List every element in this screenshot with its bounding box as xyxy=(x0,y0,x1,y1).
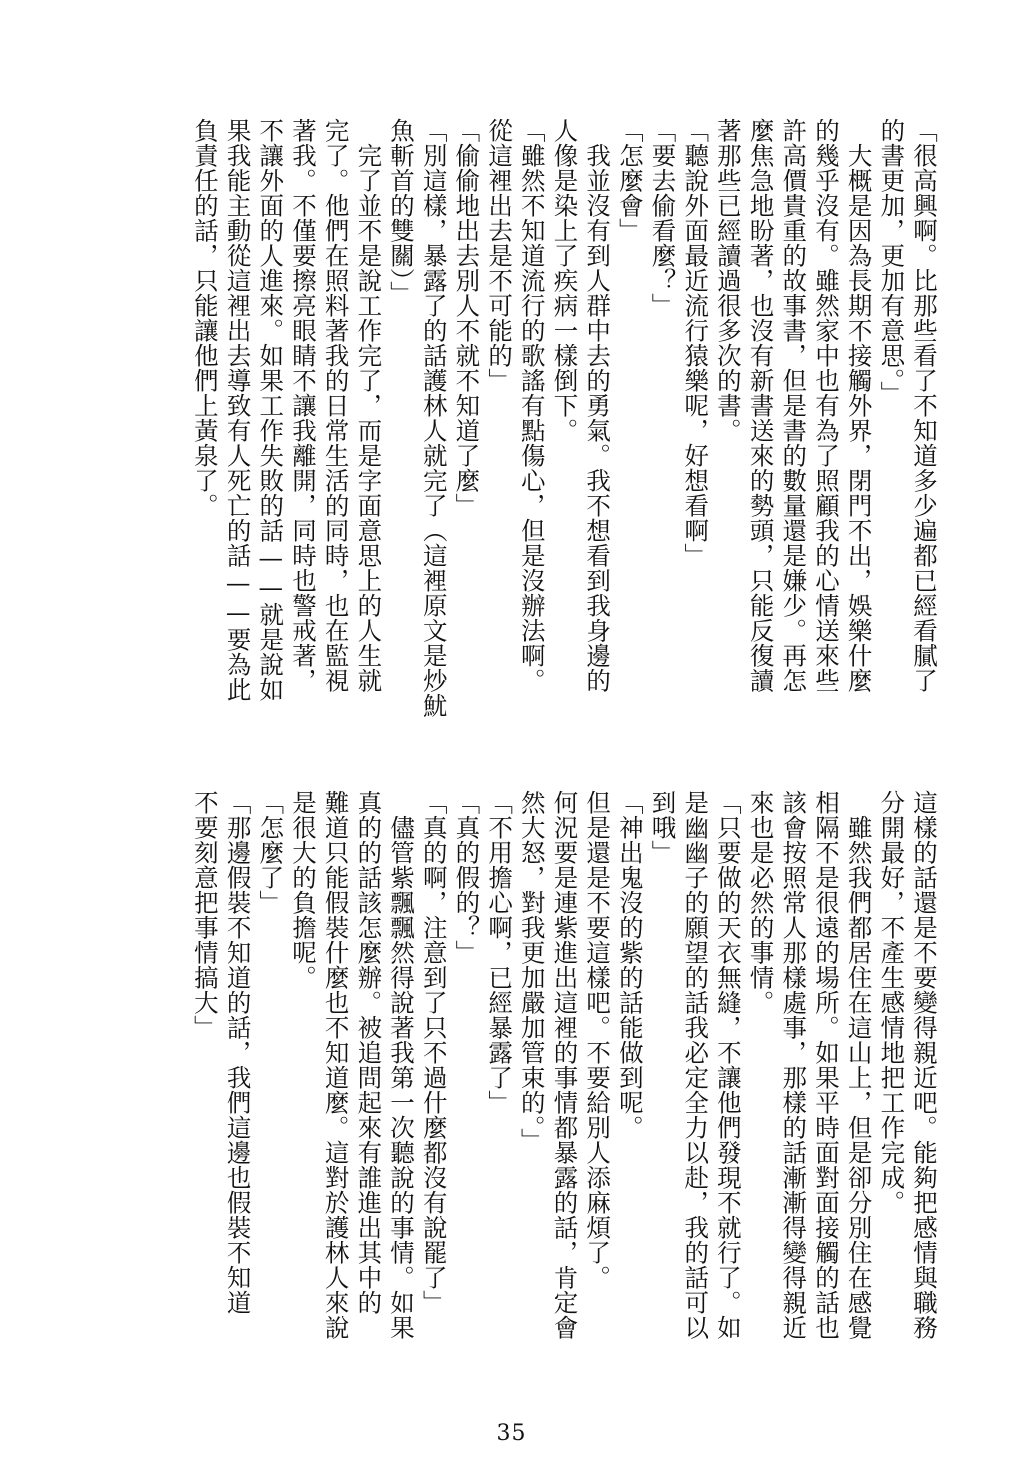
text-line: 從這裡出去是不可能的」 xyxy=(485,118,515,393)
text-line: 然大怒，對我更加嚴加管束的。」 xyxy=(517,790,547,1153)
text-line: 負責任的話，只能讓他們上黃泉了。 xyxy=(190,118,220,518)
text-line: 的幾乎沒有。雖然家中也有為了照顧我的心情送來些 xyxy=(811,118,841,693)
text-line: 該會按照常人那樣處事，那樣的話漸漸得變得親近 xyxy=(779,790,809,1340)
text-line: 何況要是連紫進出這裡的事情都暴露的話，肯定會 xyxy=(550,790,580,1340)
text-line: 這樣的話還是不要變得親近吧。能夠把感情與職務 xyxy=(910,790,939,1340)
text-line: 雖然我們都居住在這山上，但是卻分別住在感覺 xyxy=(844,815,874,1340)
text-line: 「怎麼了」 xyxy=(256,790,286,915)
text-line: 「真的假的？」 xyxy=(452,790,482,965)
text-line: 果我能主動從這裡出去導致有人死亡的話——要為此 xyxy=(223,118,253,702)
text-line: 「神出鬼沒的紫的話能做到呢。 xyxy=(615,790,645,1140)
text-line: 「偷偷地出去別人不就不知道了麼」 xyxy=(452,118,482,518)
text-line: 大概是因為長期不接觸外界，閉門不出，娛樂什麼 xyxy=(844,118,874,693)
text-line: 「不用擔心啊，已經暴露了」 xyxy=(485,790,515,1115)
text-line: 完了並不是說工作完了，而是字面意思上的人生就 xyxy=(354,118,384,693)
text-line: 完了。他們在照料著我的日常生活的同時，也在監視 xyxy=(321,118,351,693)
text-line: 「要去偷看麼？」 xyxy=(648,118,678,318)
text-line: 分開最好，不產生感情地把工作完成。 xyxy=(877,790,907,1215)
text-line: 來也是必然的事情。 xyxy=(746,790,776,1015)
text-line: 但是還是不要這樣吧。不要給別人添麻煩了。 xyxy=(583,790,613,1290)
text-line: 「聽說外面最近流行猿樂呢，好想看啊」 xyxy=(681,118,711,568)
text-line: 「雖然不知道流行的歌謠有點傷心，但是沒辦法啊。 xyxy=(517,118,547,693)
text-line: 魚斬首的雙關）」 xyxy=(387,118,416,306)
text-line: 許高價貴重的故事書，但是書的數量還是嫌少。再怎 xyxy=(779,118,809,693)
text-line: 的書更加，更加有意思。」 xyxy=(877,118,907,406)
text-line: 「很高興啊。比那些看了不知道多少遍都已經看膩了 xyxy=(910,118,939,693)
text-line: 人像是染上了疾病一樣倒下。 xyxy=(550,118,580,443)
page-number: 35 xyxy=(496,1421,527,1446)
text-line: 「別這樣，暴露了的話護林人就完了（這裡原文是炒魷 xyxy=(419,118,449,718)
text-line: 麼焦急地盼著，也沒有新書送來的勢頭，只能反復讀 xyxy=(746,118,776,693)
text-line: 是幽幽子的願望的話我必定全力以赴，我的話可以 xyxy=(681,790,711,1340)
text-line: 「怎麼會」 xyxy=(615,118,645,243)
text-line: 「只要做的天衣無縫，不讓他們發現不就行了。如 xyxy=(713,790,743,1340)
text-line: 不要刻意把事情搞大」 xyxy=(190,790,220,1040)
text-line: 「真的啊，注意到了只不過什麼都沒有說罷了」 xyxy=(419,790,449,1315)
text-line: 著我。不僅要擦亮眼睛不讓我離開，同時也警戒著， xyxy=(288,118,318,693)
top-text-block xyxy=(100,118,940,738)
text-line: 真的的話該怎麼辦。被追問起來有誰進出其中的 xyxy=(354,790,384,1315)
text-line: 儘管紫飄飄然得說著我第一次聽說的事情。如果 xyxy=(387,815,416,1340)
bottom-text-block xyxy=(100,790,940,1350)
text-line: 「那邊假裝不知道的話，我們這邊也假裝不知道 xyxy=(223,790,253,1315)
text-line: 不讓外面的人進來。如果工作失敗的話——就是說如 xyxy=(256,118,286,702)
text-line: 難道只能假裝什麼也不知道麼。這對於護林人來說 xyxy=(321,790,351,1340)
text-line: 相隔不是很遠的場所。如果平時面對面接觸的話也 xyxy=(811,790,841,1340)
text-line: 到哦」 xyxy=(648,790,678,865)
text-line: 是很大的負擔呢。 xyxy=(288,790,318,990)
text-line: 著那些已經讀過很多次的書。 xyxy=(713,118,743,443)
text-line: 我並沒有到人群中去的勇氣。我不想看到我身邊的 xyxy=(583,118,613,693)
